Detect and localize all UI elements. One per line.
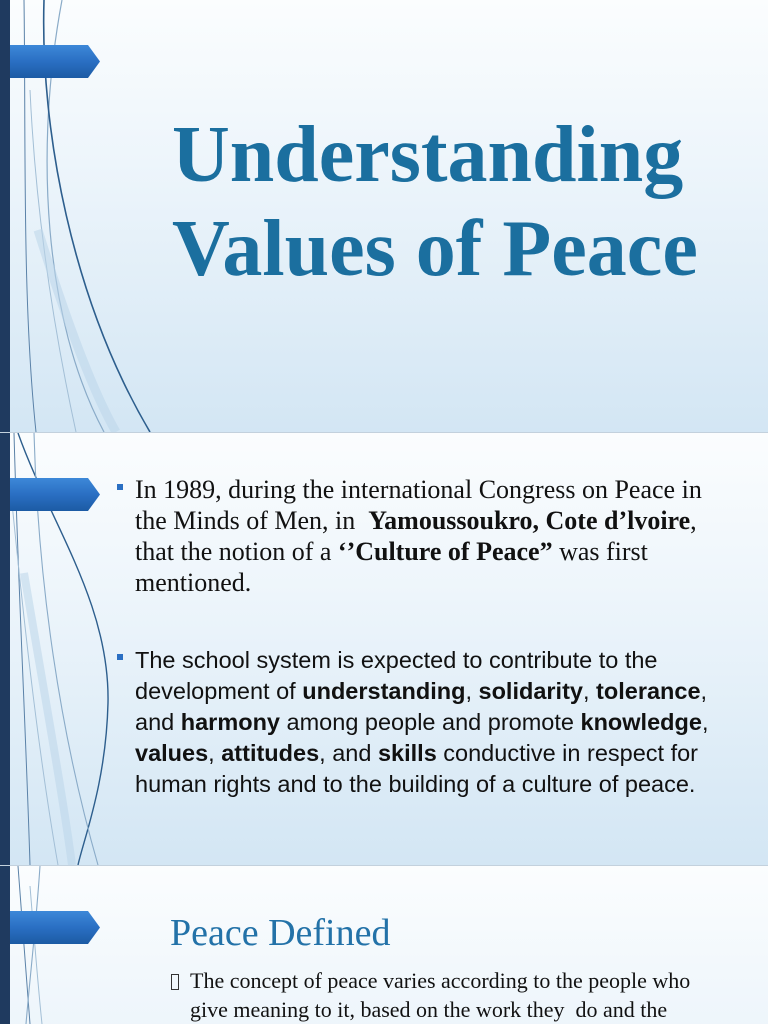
text-run: The school system is expected to contribute to the (135, 647, 658, 673)
text-run: , (701, 709, 709, 735)
text-line (190, 966, 730, 995)
text-run: The concept of peace varies according to the people who (190, 968, 691, 993)
text-run: , (700, 678, 708, 704)
bold-text-run: understanding (302, 678, 466, 704)
bold-text-run: Yamoussoukro, Cote d’lvoire (368, 506, 691, 535)
slide-peace-defined (0, 866, 768, 1024)
square-bullet-icon (117, 484, 123, 490)
text-line (135, 505, 702, 536)
text-run: the Minds of Men, in (135, 506, 369, 535)
text-run: mentioned. (135, 568, 252, 597)
text-line (135, 645, 708, 676)
bullet-item (170, 966, 730, 1024)
text-run: was first (552, 537, 648, 566)
bullet-text (170, 966, 730, 1024)
bullet-text (117, 645, 708, 800)
bold-text-run: solidarity (478, 678, 583, 704)
arrow-tab-icon (10, 911, 100, 944)
text-run: and (135, 709, 181, 735)
bullet-text (117, 474, 702, 598)
text-line (135, 676, 708, 707)
text-run: , (208, 740, 222, 766)
text-line (190, 995, 730, 1024)
bold-text-run: values (135, 740, 209, 766)
bold-text-run: harmony (180, 709, 280, 735)
bold-text-run: ‘’Culture of Peace” (337, 537, 553, 566)
box-bullet-icon (171, 974, 179, 990)
left-accent-strip (0, 866, 10, 1024)
bold-text-run: tolerance (596, 678, 701, 704)
decorative-curve (12, 503, 58, 865)
bullet-item (117, 645, 708, 800)
text-line (135, 474, 702, 505)
decorative-curve (26, 866, 40, 1024)
text-run: give meaning to it, based on the work they do and the (190, 997, 668, 1022)
decorative-curve (30, 886, 42, 1024)
slide-title (0, 0, 768, 432)
left-accent-strip (0, 0, 10, 432)
text-run: among people and promote (280, 709, 581, 735)
arrow-tab-icon (10, 45, 100, 78)
slide-bullets (0, 433, 768, 865)
text-line (135, 567, 702, 598)
slide-title-text: Understanding Values of Peace (172, 111, 698, 293)
text-run: that the notion of a (135, 537, 338, 566)
text-run: conductive in respect for (436, 740, 699, 766)
square-bullet-icon (117, 654, 123, 660)
text-run: , (690, 506, 697, 535)
slide-heading: Peace Defined (170, 912, 391, 954)
bold-text-run: attitudes (221, 740, 320, 766)
bullet-item (117, 474, 702, 598)
text-run: development of (135, 678, 303, 704)
text-line (135, 738, 708, 769)
bold-text-run: knowledge (580, 709, 702, 735)
text-line (135, 536, 702, 567)
text-line (135, 707, 708, 738)
left-accent-strip (0, 433, 10, 865)
text-run: , (465, 678, 479, 704)
text-run: human rights and to the building of a culture of peace. (135, 771, 696, 797)
text-run: In 1989, during the international Congress on Peace in (135, 475, 702, 504)
arrow-tab-icon (10, 478, 100, 511)
text-line (135, 769, 708, 800)
bold-text-run: skills (377, 740, 437, 766)
text-run: , and (319, 740, 378, 766)
text-run: , (582, 678, 597, 704)
